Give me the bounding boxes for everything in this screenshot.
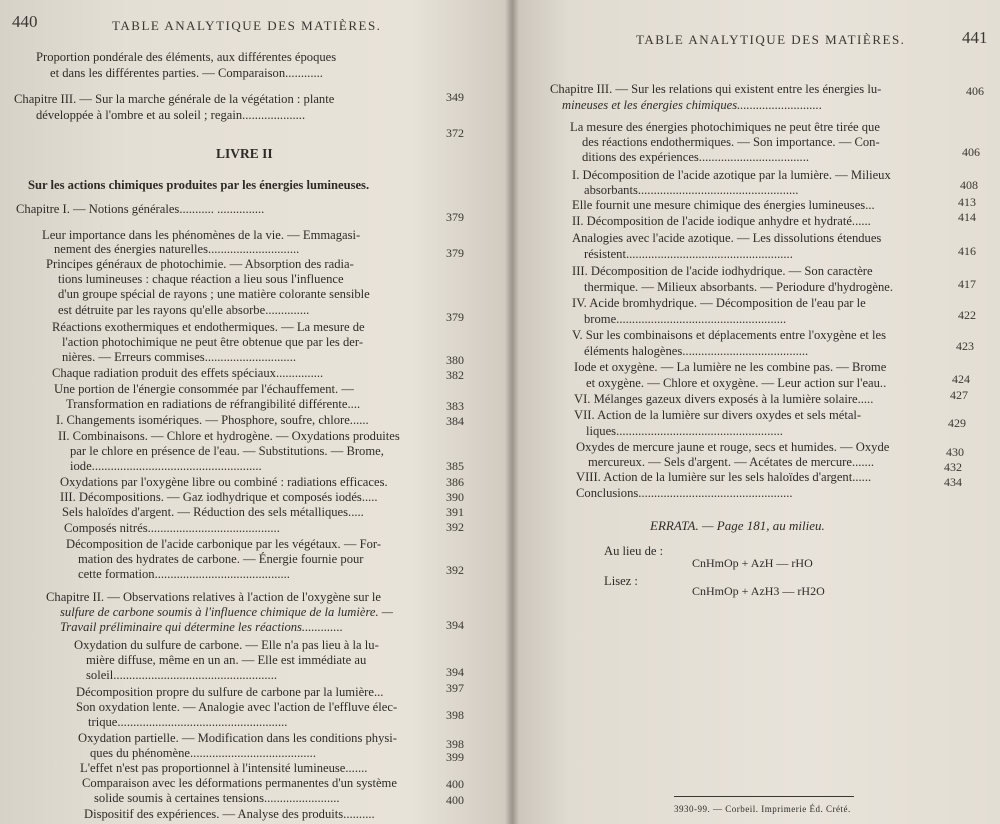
right-page-number: 427 xyxy=(950,388,968,402)
right-toc-line: et oxygène. — Chlore et oxygène. — Leur action sur l'eau.. xyxy=(586,376,887,390)
left-toc-line: Chapitre III. — Sur la marche générale de la végétation : plante xyxy=(14,92,335,106)
right-page-number: 422 xyxy=(958,308,976,322)
right-page-number: 408 xyxy=(960,178,978,192)
left-toc-line: ques du phénomène........................................ xyxy=(90,746,316,760)
left-folio: 440 xyxy=(12,12,38,31)
right-toc-line: Analogies avec l'acide azotique. — Les dissolutions étendues xyxy=(572,231,882,245)
right-toc-line: résistent..................................................... xyxy=(584,247,793,261)
book-gutter xyxy=(505,0,519,824)
left-page-number: 385 xyxy=(446,459,464,473)
right-running-head: TABLE ANALYTIQUE DES MATIÈRES. xyxy=(636,32,906,47)
right-toc-line: IV. Acide bromhydrique. — Décomposition de l'eau par le xyxy=(572,296,866,310)
left-toc-line: Travail préliminaire qui détermine les réactions............. xyxy=(60,620,343,634)
right-toc-line: I. Décomposition de l'acide azotique par la lumière. — Milieux xyxy=(572,168,891,182)
left-toc-line: tions lumineuses : chaque réaction a lieu sous l'influence xyxy=(58,272,344,286)
left-page-number: 383 xyxy=(446,399,464,413)
left-page-number: 391 xyxy=(446,505,464,519)
left-toc-line: L'effet n'est pas proportionnel à l'intensité lumineuse....... xyxy=(80,761,368,775)
printer-line: 3930-99. — Corbeil. Imprimerie Éd. Crété. xyxy=(674,804,851,814)
left-toc-line: Chapitre II. — Observations relatives à l'action de l'oxygène sur le xyxy=(46,590,382,604)
right-page-number: 406 xyxy=(962,145,980,159)
right-page-number: 414 xyxy=(958,210,976,224)
right-toc-line: VIII. Action de la lumière sur les sels haloïdes d'argent...... xyxy=(576,470,872,484)
left-page-number: 397 xyxy=(446,681,464,695)
right-page xyxy=(512,0,1000,824)
left-toc-line: Oxydations par l'oxygène libre ou combiné : radiations efficaces. xyxy=(60,475,388,489)
left-toc-line: Leur importance dans les phénomènes de la vie. — Emmagasi- xyxy=(42,228,361,242)
right-page-number: 413 xyxy=(958,195,976,209)
right-toc-line: éléments halogènes........................................ xyxy=(584,344,809,358)
right-page-number: 423 xyxy=(956,339,974,353)
left-page-number: 400 xyxy=(446,793,464,807)
left-toc-line: III. Décompositions. — Gaz iodhydrique et composés iodés..... xyxy=(60,490,378,504)
left-toc-line: mière diffuse, même en un an. — Elle est immédiate au xyxy=(86,653,367,667)
left-page-number: 392 xyxy=(446,520,464,534)
left-toc-line: et dans les différentes parties. — Comparaison............ xyxy=(50,66,323,80)
left-toc-line: iode...................................................... xyxy=(70,459,262,473)
errata-au-lieu-label: Au lieu de : xyxy=(604,544,664,558)
right-page-number: 430 xyxy=(946,445,964,459)
right-page-number: 424 xyxy=(952,372,970,386)
left-toc-line: d'un groupe spécial de rayons ; une matière colorante sensible xyxy=(58,287,370,301)
left-page-number: 394 xyxy=(446,618,464,632)
right-toc-line: Elle fournit une mesure chimique des énergies lumineuses... xyxy=(572,198,875,212)
errata-formula-wrong: CnHmOp + AzH — rHO xyxy=(692,556,813,570)
left-toc-line: Proportion pondérale des éléments, aux différentes époques xyxy=(36,50,337,64)
left-page-number: 349 xyxy=(446,90,464,104)
right-toc-line: VII. Action de la lumière sur divers oxydes et sels métal- xyxy=(574,408,862,422)
left-page-number: 379 xyxy=(446,210,464,224)
right-page-number: 432 xyxy=(944,460,962,474)
left-toc-line: Oxydation partielle. — Modification dans les conditions physi- xyxy=(78,731,397,745)
left-toc-line: Dispositif des expériences. — Analyse des produits.......... xyxy=(84,807,375,821)
left-page-number: 400 xyxy=(446,777,464,791)
left-page-number: 380 xyxy=(446,353,464,367)
right-page-number: 417 xyxy=(958,277,976,291)
right-toc-line: II. Décomposition de l'acide iodique anhydre et hydraté...... xyxy=(572,214,871,228)
left-page-number: 386 xyxy=(446,475,464,489)
left-toc-line: nement des énergies naturelles............................. xyxy=(54,242,300,256)
left-toc-line: Son oxydation lente. — Analogie avec l'action de l'effluve élec- xyxy=(76,700,398,714)
left-page-number: 379 xyxy=(446,246,464,260)
right-toc-line: Oxydes de mercure jaune et rouge, secs et humides. — Oxyde xyxy=(576,440,890,454)
right-folio: 441 xyxy=(962,28,988,47)
right-toc-line: thermique. — Milieux absorbants. — Periodure d'hydrogène. xyxy=(584,280,894,294)
right-toc-line: mineuses et les énergies chimiques........................... xyxy=(562,98,823,112)
left-toc-line: Une portion de l'énergie consommée par l'échauffement. — xyxy=(54,382,354,396)
right-toc-line: liques..................................................... xyxy=(586,424,783,438)
left-toc-line: mation des hydrates de carbone. — Énergie fournie pour xyxy=(78,552,364,566)
left-page-number: 392 xyxy=(446,563,464,577)
left-page-number: 382 xyxy=(446,368,464,382)
left-toc-line: l'action photochimique ne peut être obtenue que par les der- xyxy=(62,335,364,349)
left-toc-line: trique...................................................... xyxy=(88,715,288,729)
left-toc-line: Sels haloïdes d'argent. — Réduction des sels métalliques..... xyxy=(62,505,364,519)
right-toc-line: Chapitre III. — Sur les relations qui existent entre les énergies lu- xyxy=(550,82,882,96)
right-toc-line: VI. Mélanges gazeux divers exposés à la lumière solaire..... xyxy=(574,392,874,406)
left-toc-line: par le chlore en présence de l'eau. — Substitutions. — Brome, xyxy=(70,444,384,458)
right-page-number: 406 xyxy=(966,84,984,98)
left-toc-line: II. Combinaisons. — Chlore et hydrogène. — Oxydations produites xyxy=(58,429,400,443)
left-toc-line: développée à l'ombre et au soleil ; regain.................... xyxy=(36,108,306,122)
left-toc-line: Composés nitrés.......................................... xyxy=(64,521,280,535)
left-toc-line: solide soumis à certaines tensions........................ xyxy=(94,791,340,805)
left-toc-line: Réactions exothermiques et endothermiques. — La mesure de xyxy=(52,320,365,334)
right-toc-line: brome...................................................... xyxy=(584,312,787,326)
right-toc-line: Conclusions................................................. xyxy=(576,486,793,500)
left-toc-line: Oxydation du sulfure de carbone. — Elle n'a pas lieu à la lu- xyxy=(74,638,379,652)
left-page-number: 384 xyxy=(446,414,464,428)
printer-rule xyxy=(674,796,854,797)
left-toc-line: Sur les actions chimiques produites par les énergies lumineuses. xyxy=(28,178,370,192)
left-toc-line: Transformation en radiations de réfrangibilité différente.... xyxy=(66,397,361,411)
left-toc-line: LIVRE II xyxy=(216,146,273,161)
right-toc-line: des réactions endothermiques. — Son importance. — Con- xyxy=(582,135,880,149)
right-page-number: 434 xyxy=(944,475,962,489)
left-toc-line: Chaque radiation produit des effets spéciaux............... xyxy=(52,366,324,380)
right-toc-line: Iode et oxygène. — La lumière ne les combine pas. — Brome xyxy=(574,360,887,374)
left-running-head: TABLE ANALYTIQUE DES MATIÈRES. xyxy=(112,18,382,33)
left-toc-line: Principes généraux de photochimie. — Absorption des radia- xyxy=(46,257,354,271)
left-toc-line: Décomposition propre du sulfure de carbone par la lumière... xyxy=(76,685,384,699)
right-toc-line: ditions des expériences................................... xyxy=(582,150,810,164)
errata-lisez-label: Lisez : xyxy=(604,574,638,588)
left-toc-line: soleil.................................................... xyxy=(86,668,278,682)
left-page-number: 372 xyxy=(446,126,464,140)
right-toc-line: V. Sur les combinaisons et déplacements entre l'oxygène et les xyxy=(572,328,887,342)
right-page-number: 429 xyxy=(948,416,966,430)
left-page-number: 394 xyxy=(446,665,464,679)
right-page-number: 416 xyxy=(958,244,976,258)
left-page-number: 398 xyxy=(446,737,464,751)
right-toc-line: III. Décomposition de l'acide iodhydrique. — Son caractère xyxy=(572,264,873,278)
left-toc-line: Comparaison avec les déformations permanentes d'un système xyxy=(82,776,397,790)
errata-heading: ERRATA. — Page 181, au milieu. xyxy=(650,518,825,533)
left-page-number: 379 xyxy=(446,310,464,324)
left-toc-line: Chapitre I. — Notions générales........... ............... xyxy=(16,202,265,216)
left-toc-line: nières. — Erreurs commises............................. xyxy=(62,350,296,364)
right-toc-line: La mesure des énergies photochimiques ne peut être tirée que xyxy=(570,120,880,134)
left-toc-line: cette formation........................................... xyxy=(78,567,290,581)
left-toc-line: sulfure de carbone soumis à l'influence chimique de la lumière. — xyxy=(60,605,393,619)
left-page-number: 398 xyxy=(446,708,464,722)
left-toc-line: est détruite par les rayons qu'elle absorbe.............. xyxy=(58,303,310,317)
left-toc-line: I. Changements isomériques. — Phosphore, soufre, chlore...... xyxy=(56,413,369,427)
left-page-number: 390 xyxy=(446,490,464,504)
right-toc-line: mercureux. — Sels d'argent. — Acétates de mercure....... xyxy=(588,455,874,469)
left-toc-line: Décomposition de l'acide carbonique par les végétaux. — For- xyxy=(66,537,382,551)
errata-formula-right: CnHmOp + AzH3 — rH2O xyxy=(692,584,825,598)
left-page-number: 399 xyxy=(446,750,464,764)
right-toc-line: absorbants................................................... xyxy=(584,183,799,197)
